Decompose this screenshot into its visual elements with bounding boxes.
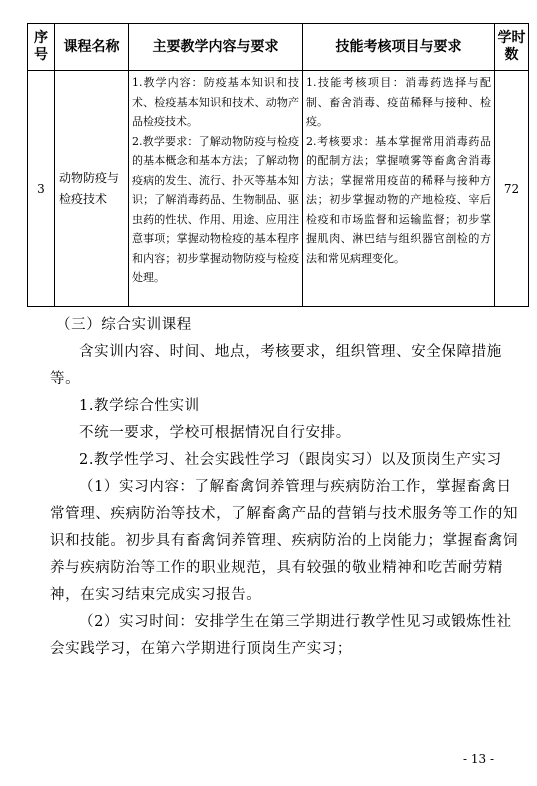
item1-text: 不统一要求，学校可根据情况自行安排。 — [79, 425, 351, 441]
course-table — [27, 23, 529, 307]
item2-paragraph-1: （1）实习内容：了解畜禽饲养管理与疾病防治工作，掌握畜禽日常管理、疾病防治等技术，了解畜禽产品的营销与技术服务等工作的知识和技能。初步具有畜禽饲养管理、疾病防治的上岗能力；掌握畜禽饲养与疾病防治等工作的职业规范，具有较强的敬业精神和吃苦耐劳精神，在实习结束完成实习报告。 — [50, 479, 519, 603]
header-seq: 序号 — [28, 24, 55, 71]
header-hours: 学时数 — [495, 24, 529, 71]
paragraph-intro: 含实训内容、时间、地点，考核要求，组织管理、安全保障措施等。 — [50, 344, 502, 387]
cell-course-name: 动物防疫与检疫技术 — [55, 71, 129, 307]
body-text — [50, 312, 520, 663]
header-content: 主要教学内容与要求 — [129, 24, 303, 71]
table-row — [28, 71, 529, 307]
section-title: （三）综合实训课程 — [56, 317, 192, 333]
page-number: - 13 - — [463, 752, 495, 766]
content-part-2: 2.教学要求：了解动物防疫与检疫的基本概念和基本方法；了解动物疫病的发生、流行、扑灭等基本知识；了解消毒药品、生物制品、驱虫药的性状、作用、用途、应用注意事项；掌握动物检疫的基本程序和内容；初步掌握动物防疫与检疫处理。 — [132, 134, 299, 284]
item2-title: 2.教学性学习、社会实践性学习（跟岗实习）以及顶岗生产实习 — [79, 452, 502, 468]
assessment-part-2: 2.考核要求：基本掌握常用消毒药品的配制方法；掌握喷雾等畜禽舍消毒方法；掌握常用疫苗的稀释与接种方法；初步掌握动物的产地检疫、宰后检疫和市场监督和运输监督；初步掌握肌肉、淋巴结与组织器官剖检的方法和常见病理变化。 — [306, 134, 491, 265]
table-header-row — [28, 24, 529, 71]
assessment-part-1: 1.技能考核项目：消毒药选择与配制、畜舍消毒、疫苗稀释与接种、检疫。 — [306, 76, 491, 128]
cell-seq: 3 — [28, 71, 55, 307]
item1-title: 1.教学综合性实训 — [79, 398, 200, 414]
header-course-name: 课程名称 — [55, 24, 129, 71]
cell-hours: 72 — [495, 71, 529, 307]
item2-paragraph-2: （2）实习时间：安排学生在第三学期进行教学性见习或锻炼性社会实践学习，在第六学期进行顶岗生产实习； — [50, 614, 512, 657]
header-assessment: 技能考核项目与要求 — [303, 24, 495, 71]
content-part-1: 1.教学内容：防疫基本知识和技术、检疫基本知识和技术、动物产品检疫技术。 — [132, 76, 299, 128]
cell-content — [129, 71, 303, 307]
cell-assessment — [303, 71, 495, 307]
